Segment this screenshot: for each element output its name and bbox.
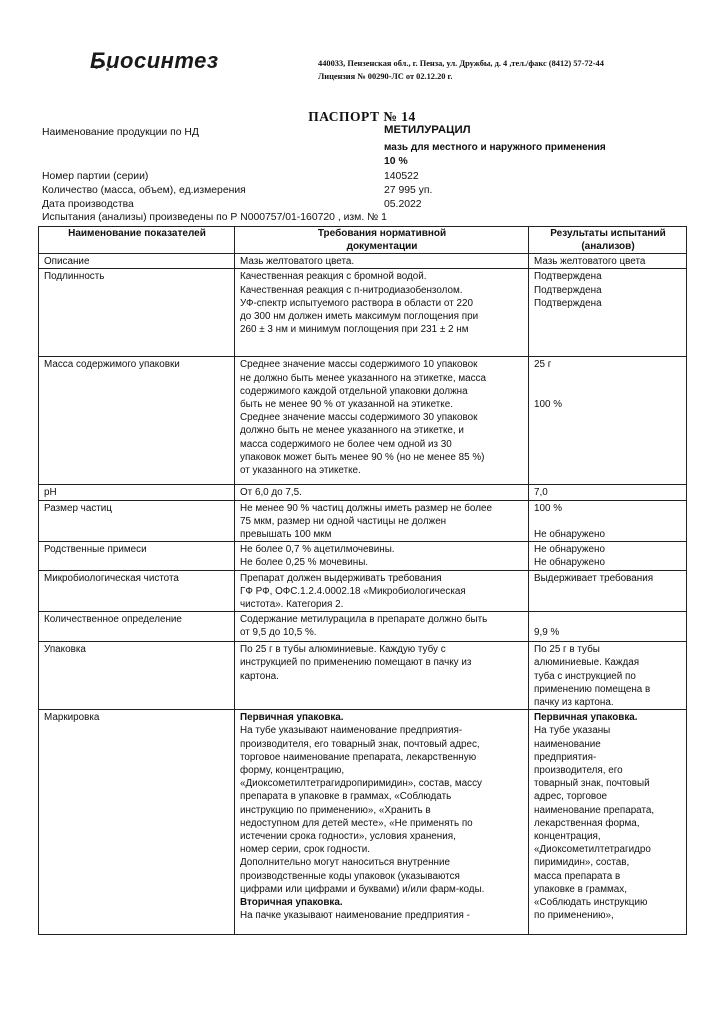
indicator-cell bbox=[39, 612, 235, 642]
result-line: по применению», bbox=[534, 910, 614, 922]
result-line: применению помещена в bbox=[534, 683, 651, 695]
requirement-line: должно быть не менее указанного на этикетке, и bbox=[240, 425, 464, 437]
table-row bbox=[39, 570, 687, 612]
requirement-line: Не более 0,7 % ацетилмочевины. bbox=[240, 544, 395, 556]
requirement-line: Мазь желтоватого цвета. bbox=[240, 256, 355, 268]
result-line: На тубе указаны bbox=[534, 725, 611, 737]
indicator-name: Подлинность bbox=[44, 271, 105, 283]
table-row bbox=[39, 500, 687, 542]
result-line: предприятия- bbox=[534, 751, 597, 763]
result-line: «Диоксометилтетрагидро bbox=[534, 844, 651, 856]
requirement-line: На тубе указывают наименование предприятия- bbox=[240, 725, 463, 737]
header-results-line1: Результаты испытаний bbox=[550, 228, 666, 239]
product-form: мазь для местного и наружного применения bbox=[384, 142, 606, 153]
result-line: наименование препарата, bbox=[534, 804, 655, 816]
table-row bbox=[39, 642, 687, 710]
requirement-line: недоступном для детей месте», «Не применять по bbox=[240, 817, 473, 829]
indicator-name: Описание bbox=[44, 256, 90, 268]
result-line: концентрация, bbox=[534, 831, 601, 843]
requirement-line: инструкцию по применению», «Хранить в bbox=[240, 804, 431, 816]
result-cell bbox=[529, 254, 687, 269]
product-label: Наименование продукции по НД bbox=[42, 127, 199, 138]
table-row bbox=[39, 612, 687, 642]
company-license: Лицензия № 00290-ЛС от 02.12.20 г. bbox=[318, 72, 453, 81]
requirement-line: Не менее 90 % частиц должны иметь размер не более bbox=[240, 502, 492, 514]
result-cell bbox=[529, 642, 687, 710]
indicator-cell bbox=[39, 500, 235, 542]
requirement-line: превышать 100 мкм bbox=[240, 529, 332, 540]
indicator-name: Маркировка bbox=[44, 712, 100, 724]
requirement-line: от указанного на этикетке. bbox=[240, 465, 361, 477]
requirement-line: истечении срока годности», условия хранения, bbox=[240, 831, 456, 843]
requirement-cell bbox=[235, 612, 529, 642]
header-requirements-line2: документации bbox=[346, 240, 418, 252]
result-line: алюминиевые. Каждая bbox=[534, 657, 640, 669]
requirement-cell bbox=[235, 357, 529, 485]
indicator-cell bbox=[39, 357, 235, 485]
header-results bbox=[529, 227, 687, 254]
result-cell bbox=[529, 542, 687, 570]
table-row bbox=[39, 542, 687, 570]
result-line: пиримидин», состав, bbox=[534, 857, 630, 869]
requirement-cell bbox=[235, 500, 529, 542]
result-cell bbox=[529, 710, 687, 935]
requirement-line: Качественная реакция с бромной водой. bbox=[240, 271, 427, 283]
requirement-subheading: Вторичная упаковка. bbox=[240, 897, 343, 909]
indicator-name: Родственные примеси bbox=[44, 544, 147, 556]
requirement-line: Качественная реакция с п-нитродиазобензолом. bbox=[240, 284, 463, 296]
table-row bbox=[39, 357, 687, 485]
table-header-row bbox=[39, 227, 687, 254]
table-row bbox=[39, 269, 687, 357]
requirement-line: Среднее значение массы содержимого 30 упаковок bbox=[240, 412, 478, 424]
result-line: Не обнаружено bbox=[534, 544, 605, 556]
result-line: 25 г bbox=[534, 359, 552, 371]
result-line: Подтверждена bbox=[534, 271, 602, 283]
result-line: товарный знак, почтовый bbox=[534, 778, 650, 790]
requirement-line: Препарат должен выдерживать требования bbox=[240, 572, 442, 584]
requirement-line: форму, концентрацию, bbox=[240, 765, 345, 777]
indicator-name: Упаковка bbox=[44, 644, 86, 656]
requirement-line: картона. bbox=[240, 670, 279, 682]
company-contacts bbox=[318, 57, 604, 83]
result-line: 7,0 bbox=[534, 487, 548, 499]
result-cell bbox=[529, 500, 687, 542]
result-spacer bbox=[534, 613, 682, 626]
header-results-line2: (анализов) bbox=[581, 240, 635, 252]
requirement-line: «Диоксометилтетрагидропиримидин», состав, массу bbox=[240, 778, 482, 790]
batch-value: 140522 bbox=[384, 171, 419, 182]
indicator-name: Количественное определение bbox=[44, 614, 182, 626]
requirement-cell bbox=[235, 642, 529, 710]
table-row bbox=[39, 485, 687, 500]
quantity-value: 27 995 уп. bbox=[384, 185, 433, 196]
requirement-line: Среднее значение массы содержимого 10 упаковок bbox=[240, 359, 478, 371]
requirement-cell bbox=[235, 710, 529, 935]
date-value: 05.2022 bbox=[384, 199, 422, 210]
indicator-cell bbox=[39, 642, 235, 710]
result-line: 100 % bbox=[534, 398, 563, 410]
indicator-cell bbox=[39, 710, 235, 935]
table-row bbox=[39, 710, 687, 935]
requirement-line: производителя, его товарный знак, почтовый адрес, bbox=[240, 738, 480, 750]
result-line: упаковке в граммах, bbox=[534, 883, 627, 895]
document-title: ПАСПОРТ № 14 bbox=[308, 109, 416, 124]
requirement-cell bbox=[235, 542, 529, 570]
requirement-line: цифрами или цифрами и буквами) и/или фарм-коды. bbox=[240, 883, 485, 895]
result-line: производителя, его bbox=[534, 765, 623, 777]
result-line: Выдерживает требования bbox=[534, 572, 654, 584]
requirement-line: 260 ± 3 нм и минимум поглощения при 231 ± 2 нм bbox=[240, 324, 469, 336]
result-line: 100 % bbox=[534, 502, 563, 514]
result-cell bbox=[529, 485, 687, 500]
header-indicator-label: Наименование показателей bbox=[68, 228, 206, 239]
requirement-line: Содержание метилурацила в препарате должно быть bbox=[240, 614, 488, 626]
result-line: наименование bbox=[534, 738, 601, 750]
requirement-line: номер серии, срок годности. bbox=[240, 844, 370, 856]
result-line: пачку из картона. bbox=[534, 697, 614, 709]
requirement-line: препарата в упаковке в граммах, «Соблюдать bbox=[240, 791, 452, 803]
requirement-cell bbox=[235, 485, 529, 500]
requirement-line: По 25 г в тубы алюминиевые. Каждую тубу с bbox=[240, 644, 446, 656]
company-logo: Биосинтез bbox=[90, 48, 219, 73]
result-spacer bbox=[534, 515, 682, 528]
indicator-name: Размер частиц bbox=[44, 502, 112, 514]
indicator-cell bbox=[39, 570, 235, 612]
requirement-line: содержимого каждой отдельной упаковки должна bbox=[240, 385, 468, 397]
result-cell bbox=[529, 357, 687, 485]
indicator-name: pH bbox=[44, 487, 57, 499]
result-cell bbox=[529, 612, 687, 642]
result-spacer bbox=[534, 372, 682, 385]
indicator-cell bbox=[39, 269, 235, 357]
result-line: 9,9 % bbox=[534, 627, 560, 639]
batch-label: Номер партии (серии) bbox=[42, 171, 149, 182]
requirement-line: УФ-спектр испытуемого раствора в области от 220 bbox=[240, 297, 473, 309]
requirement-line: от 9,5 до 10,5 %. bbox=[240, 627, 317, 639]
indicator-name: Микробиологическая чистота bbox=[44, 572, 179, 584]
requirement-line: торговое наименование препарата, лекарственную bbox=[240, 751, 477, 763]
result-line: масса препарата в bbox=[534, 870, 621, 882]
requirement-line: На пачке указывают наименование предприятия - bbox=[240, 910, 470, 922]
requirement-line: Дополнительно могут наноситься внутренние bbox=[240, 857, 451, 869]
requirement-cell bbox=[235, 570, 529, 612]
header-indicator bbox=[39, 227, 235, 254]
company-address: 440033, Пензенская обл., г. Пенза, ул. Дружбы, д. 4 ,тел./факс (8412) 57-72-44 bbox=[318, 59, 604, 68]
indicator-name: Масса содержимого упаковки bbox=[44, 359, 180, 371]
result-line: По 25 г в тубы bbox=[534, 644, 600, 656]
result-subheading: Первичная упаковка. bbox=[534, 712, 638, 724]
result-line: туба с инструкцией по bbox=[534, 670, 636, 682]
result-line: «Соблюдать инструкцию bbox=[534, 897, 648, 909]
result-line: Не обнаружено bbox=[534, 528, 605, 540]
result-line: адрес, торговое bbox=[534, 791, 608, 803]
header-requirements bbox=[235, 227, 529, 254]
requirement-line: производственные коды упаковок (указываются bbox=[240, 870, 460, 882]
result-line: Подтверждена bbox=[534, 284, 602, 296]
requirement-subheading: Первичная упаковка. bbox=[240, 712, 344, 724]
result-line: Не обнаружено bbox=[534, 557, 605, 569]
header-requirements-line1: Требования нормативной bbox=[317, 228, 447, 239]
requirement-line: масса содержимого не более чем одной из 30 bbox=[240, 438, 452, 450]
product-concentration: 10 % bbox=[384, 156, 408, 167]
tests-label: Испытания (анализы) произведены по Р N000757/01-160720 , изм. № 1 bbox=[42, 212, 387, 223]
specification-table bbox=[38, 226, 687, 935]
result-cell bbox=[529, 269, 687, 357]
result-line: Мазь желтоватого цвета bbox=[534, 256, 646, 268]
requirement-line: 75 мкм, размер ни одной частицы не должен bbox=[240, 515, 447, 527]
result-cell bbox=[529, 570, 687, 612]
requirement-line: до 300 нм должен иметь максимум поглощения при bbox=[240, 311, 479, 322]
requirement-line: чистота». Категория 2. bbox=[240, 599, 344, 611]
requirement-line: ГФ РФ, ОФС.1.2.4.0002.18 «Микробиологическая bbox=[240, 585, 466, 597]
requirement-line: От 6,0 до 7,5. bbox=[240, 487, 302, 499]
result-spacer bbox=[534, 385, 682, 398]
date-label: Дата производства bbox=[42, 199, 134, 210]
requirement-line: Не более 0,25 % мочевины. bbox=[240, 557, 369, 569]
result-line: лекарственная форма, bbox=[534, 817, 640, 829]
table-row bbox=[39, 254, 687, 269]
requirement-line: инструкцией по применению помещают в пачку из bbox=[240, 657, 472, 669]
requirement-cell bbox=[235, 269, 529, 357]
requirement-line: упаковок может быть менее 90 % (но не менее 85 %) bbox=[240, 451, 485, 463]
quantity-label: Количество (масса, объем), ед.измерения bbox=[42, 185, 246, 196]
requirement-line: быть не менее 90 % от указанной на этикетке. bbox=[240, 399, 453, 410]
product-name: МЕТИЛУРАЦИЛ bbox=[384, 124, 471, 136]
indicator-cell bbox=[39, 542, 235, 570]
indicator-cell bbox=[39, 485, 235, 500]
requirement-cell bbox=[235, 254, 529, 269]
indicator-cell bbox=[39, 254, 235, 269]
result-line: Подтверждена bbox=[534, 297, 602, 309]
requirement-line: не должно быть менее указанного на этикетке, масса bbox=[240, 372, 487, 384]
